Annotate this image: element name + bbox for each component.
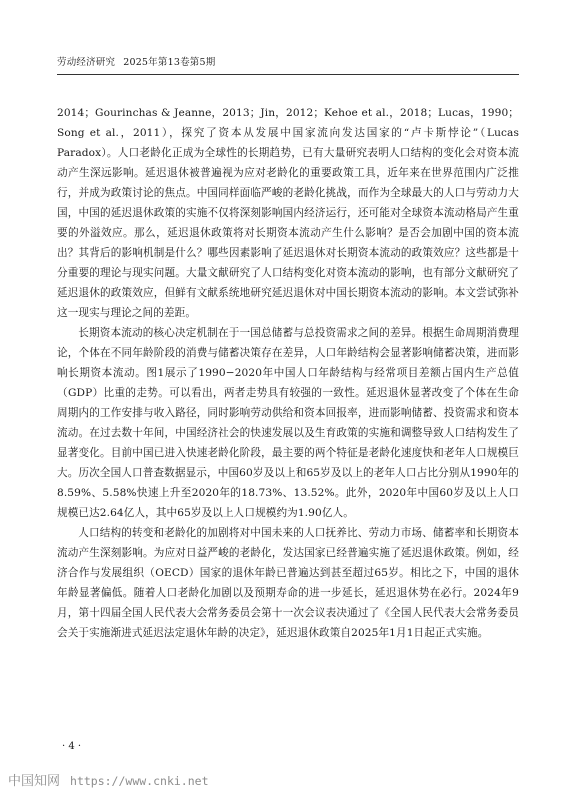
paragraph-2: 长期资本流动的核心决定机制在于一国总储蓄与总投资需求之间的差异。根据生命周期消费理论，个体在不同年龄阶段的消费与储蓄决策存在差异，人口年龄结构会显著影响储蓄决策，进而影响长期资本流动。图1展示了1990−2020年中国人口年龄结构与经常项目差额占国内生产总值（GDP）比重的走势。可以看出，两者走势具有较强的一致性。延迟退休显著改变了个体在生命周期内的工作安排与收入路径，同时影响劳动供给和资本回报率，进而影响储蓄、投资需求和资本流动。在过去数十年间，中国经济社会的快速发展以及生育政策的实施和调整导致人口结构发生了显著变化。目前中国已进入快速老龄化阶段，最主要的两个特征是老龄化速度快和老年人口规模巨大。历次全国人口普查数据显示，中国60岁及以上和65岁及以上的老年人口占比分别从1990年的8.59%、5.58%快速上升至2020年的18.73%、13.52%。此外，2020年中国60岁及以上人口规模已达2.64亿人，其中65岁及以上人口规模约为1.90亿人。 bbox=[57, 327, 519, 519]
cnki-watermark bbox=[8, 770, 209, 789]
article-body bbox=[57, 103, 519, 643]
header-rule bbox=[57, 74, 519, 75]
running-header bbox=[57, 56, 518, 70]
paragraph-1: 2014；Gourinchas & Jeanne，2013；Jin，2012；Kehoe et al.，2018；Lucas，1990；Song et al.，2011），探究了资本从发展中国家流向发达国家的“卢卡斯悖论”（Lucas Paradox）。人口老龄化正成为全球性的长期趋势，已有大量研究表明人口结构的变化会对资本流动产生深远影响。延迟退休被普遍视为应对老龄化的重要政策工具，近年来在世界范围内广泛推行，并成为政策讨论的焦点。中国同样面临严峻的老龄化挑战，而作为全球最大的人口与劳动力大国，中国的延迟退休政策的实施不仅将深刻影响国内经济运行，还可能对全球资本流动格局产生重要的外溢效应。那么，延迟退休政策将对长期资本流动产生什么影响？是否会加剧中国的资本流出？其背后的影响机制是什么？哪些因素影响了延迟退休对长期资本流动的政策效应？这些都是十分重要的理论与现实问题。大量文献研究了人口结构变化对资本流动的影响，也有部分文献研究了延迟退休的政策效应，但鲜有文献系统地研究延迟退休对中国长期资本流动的影响。本文尝试弥补这一现实与理论之间的差距。 bbox=[57, 107, 519, 319]
watermark-url: https://www.cnki.net bbox=[70, 774, 209, 788]
page-number: · 4 · bbox=[62, 741, 82, 752]
journal-name: 劳动经济研究 bbox=[57, 57, 116, 68]
issue-info: 2025年第13卷第5期 bbox=[123, 57, 216, 68]
paragraph-3: 人口结构的转变和老龄化的加剧将对中国未来的人口抚养比、劳动力市场、储蓄率和长期资本流动产生深刻影响。为应对日益严峻的老龄化，发达国家已经普遍实施了延迟退休政策。例如，经济合作与发展组织（OECD）国家的退休年龄已普遍达到甚至超过65岁。相比之下，中国的退休年龄显著偏低。随着人口老龄化加剧以及预期寿命的进一步延长，延迟退休势在必行。2024年9月，第十四届全国人民代表大会常务委员会第十一次会议表决通过了《全国人民代表大会常务委员会关于实施渐进式延迟法定退休年龄的决定》，延迟退休政策自2025年1月1日起正式实施。 bbox=[57, 527, 519, 639]
watermark-brand: 中国知网 bbox=[8, 774, 61, 789]
